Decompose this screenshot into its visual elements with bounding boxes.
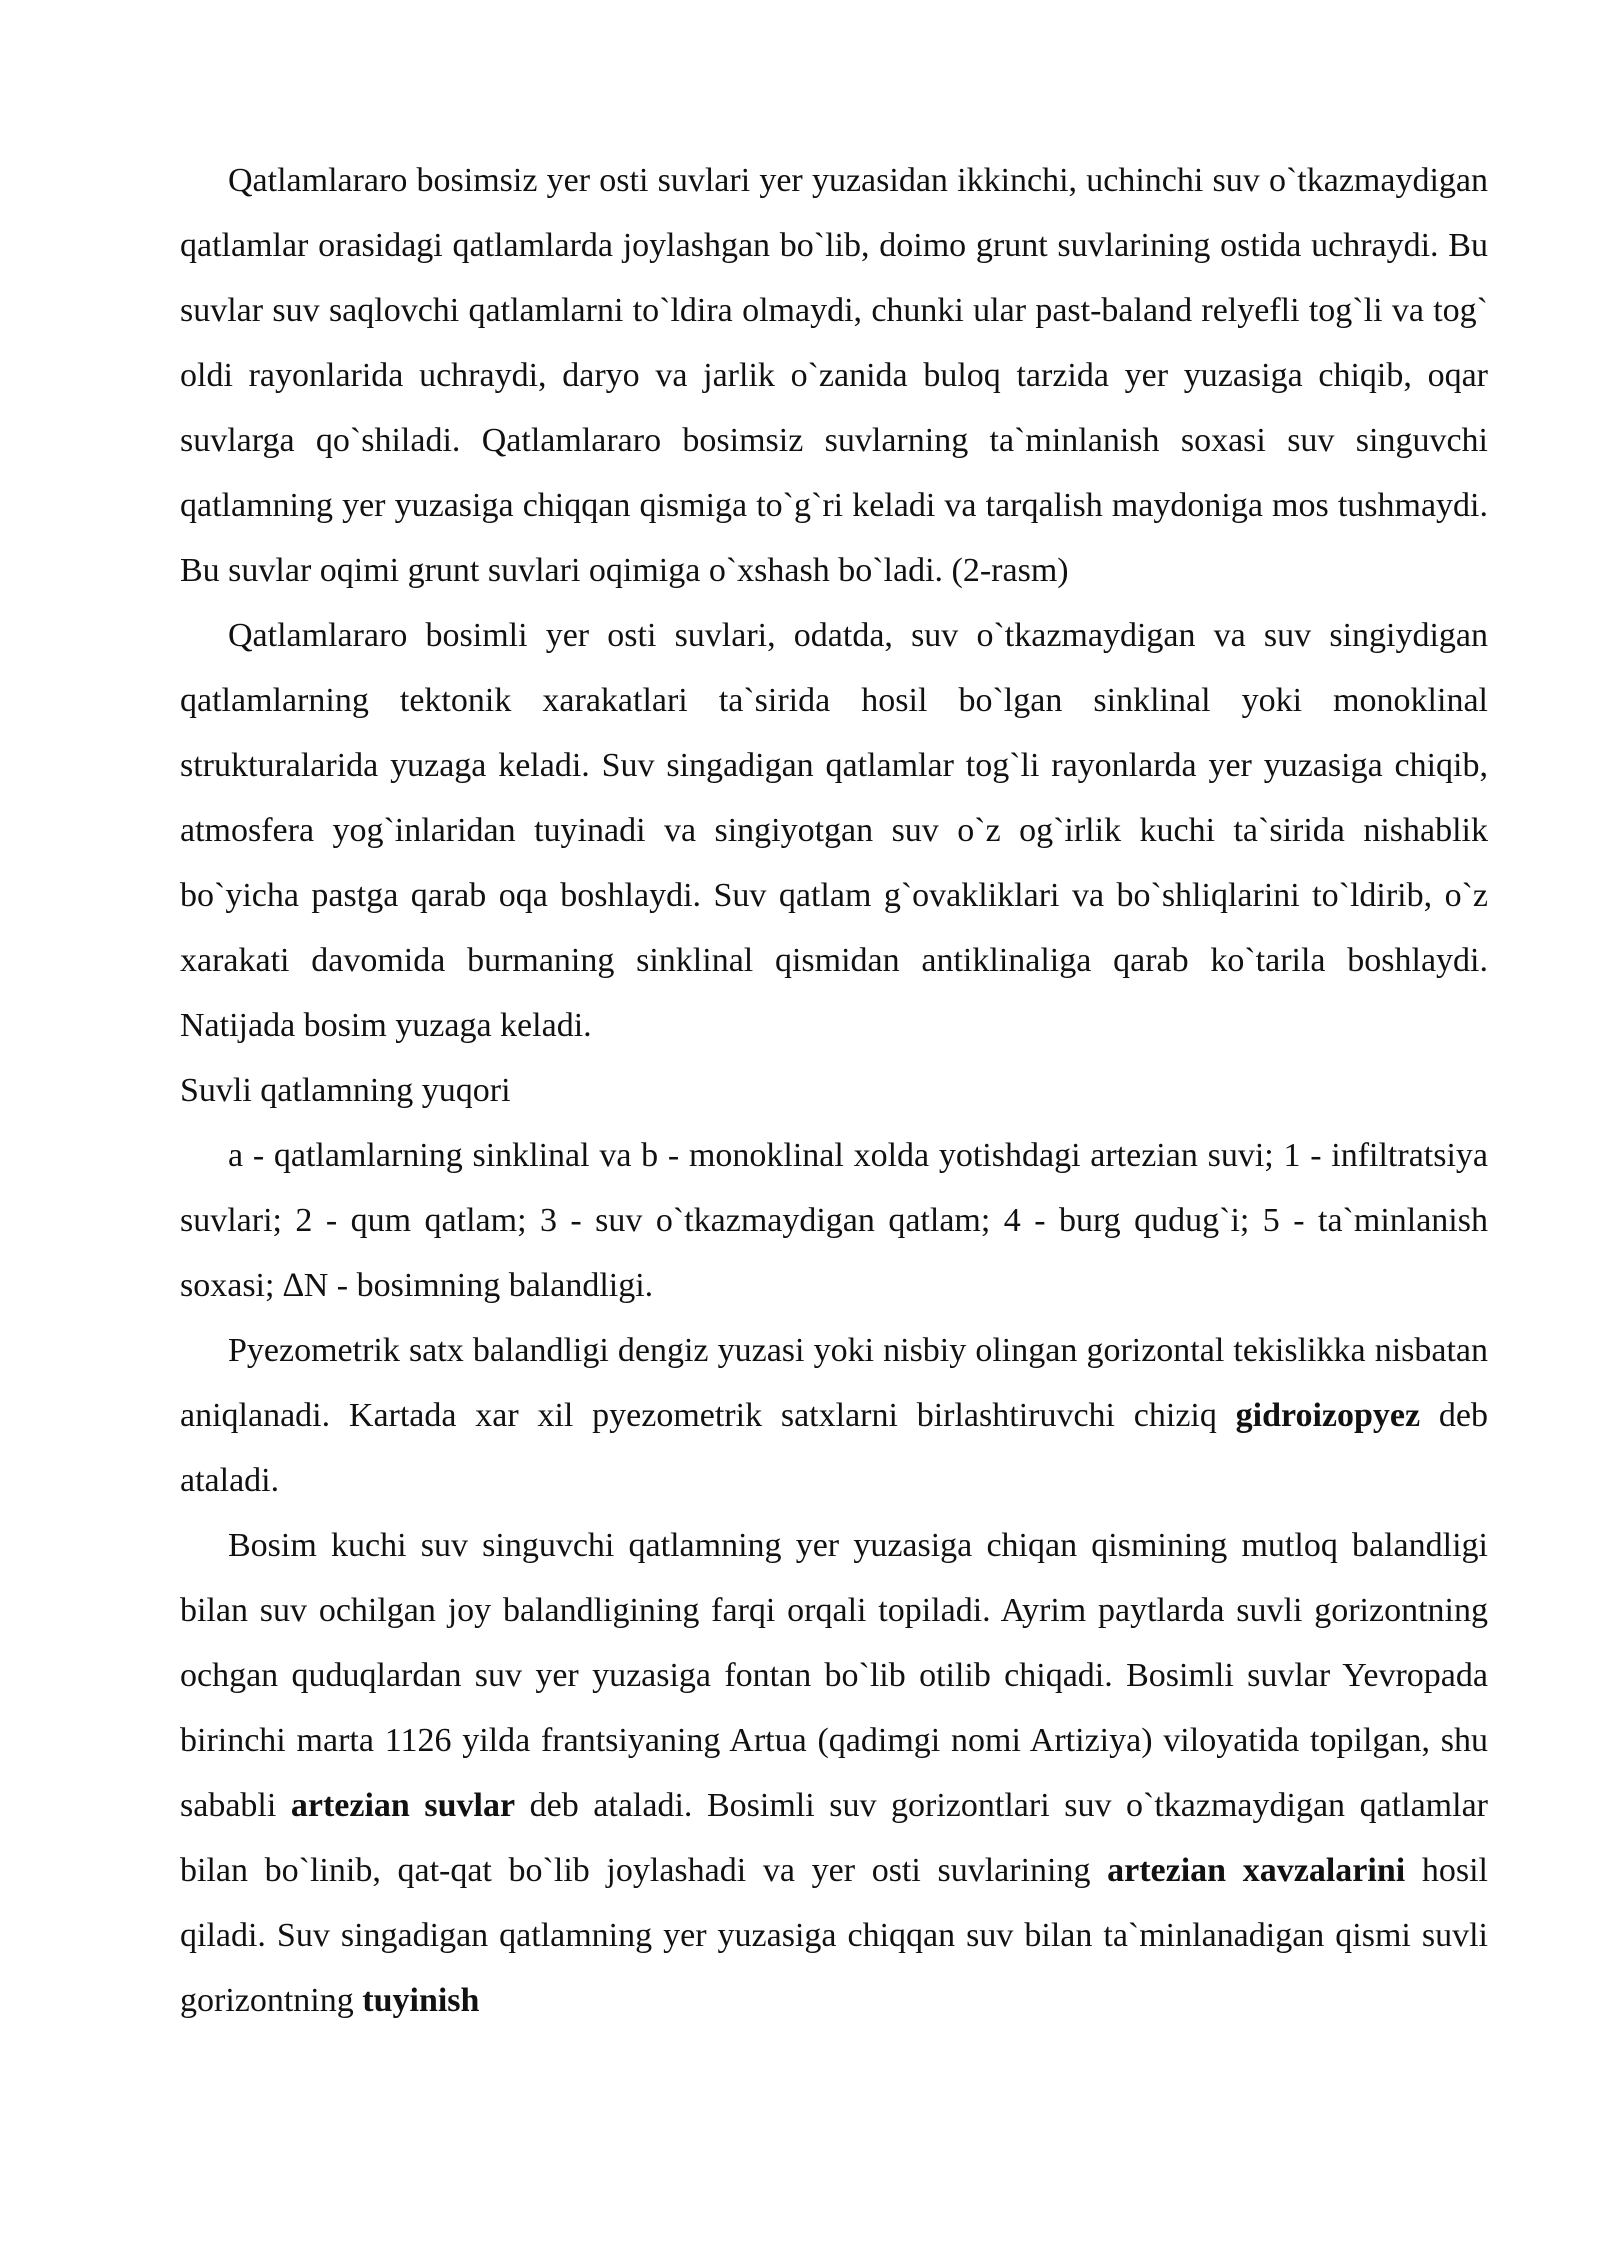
bold-term-gidroizopyez: gidroizopyez bbox=[1235, 1397, 1421, 1434]
paragraph-fragment: Suvli qatlamning yuqori bbox=[180, 1072, 511, 1109]
bold-term-artezian-xavzalarini: artezian xavzalarini bbox=[1107, 1852, 1406, 1889]
document-body bbox=[180, 148, 1488, 2033]
text-run: deb ataladi. bbox=[180, 1397, 1488, 1499]
bold-term-tuyinish: tuyinish bbox=[362, 1982, 480, 2019]
paragraph-bosimsiz-suvlar: Qatlamlararo bosimsiz yer osti suvlari yer yuzasidan ikkinchi, uchinchi suv o`tkazmaydigan qatlamlar orasidagi qatlamlarda joylashgan bo`lib, doimo grunt suvlarining ostida uchraydi. Bu suvlar suv saqlovchi qatlamlarni to`ldira olmaydi, chunki ular past-baland relyefli tog`li va tog` oldi rayonlarida uchraydi, daryo va jarlik o`zanida buloq tarzida yer yuzasiga chiqib, oqar suvlarga qo`shiladi. Qatlamlararo bosimsiz suvlarning ta`minlanish soxasi suv singuvchi qatlamning yer yuzasiga chiqqan qismiga to`g`ri keladi va tarqalish maydoniga mos tushmaydi. Bu suvlar oqimi grunt suvlari oqimiga o`xshash bo`ladi. (2-rasm) bbox=[180, 162, 1488, 589]
paragraph-bosimli-suvlar: Qatlamlararo bosimli yer osti suvlari, odatda, suv o`tkazmaydigan va suv singiydigan qatlamlarning tektonik xarakatlari ta`sirida hosil bo`lgan sinklinal yoki monoklinal strukturalarida yuzaga keladi. Suv singadigan qatlamlar tog`li rayonlarda yer yuzasiga chiqib, atmosfera yog`inlaridan tuyinadi va singiyotgan suv o`z og`irlik kuchi ta`sirida nishablik bo`yicha pastga qarab oqa boshlaydi. Suv qatlam g`ovakliklari va bo`shliqlarini to`ldirib, o`z xarakati davomida burmaning sinklinal qismidan antiklinaliga qarab ko`tarila boshlaydi. Natijada bosim yuzaga keladi. bbox=[180, 617, 1488, 1044]
text-run: Bosim kuchi suv singuvchi qatlamning yer yuzasiga chiqan qismining mutloq balandligi bilan suv ochilgan joy balandligining farqi orqali topiladi. Ayrim paytlarda suvli gorizontning ochgan quduqlardan suv yer yuzasiga fontan bo`lib otilib chiqadi. Bosimli suvlar Yevropada birinchi marta 1126 yilda frantsiyaning Artua (qadimgi nomi Artiziya) viloyatida topilgan, shu sababli bbox=[180, 1527, 1488, 1824]
text-run: hosil qiladi. Suv singadigan qatlamning yer yuzasiga chiqqan suv bilan ta`minlanadigan qismi suvli gorizontning bbox=[180, 1852, 1488, 2019]
paragraph-bosim-kuchi bbox=[180, 1513, 1488, 2033]
paragraph-pyezometrik-satx bbox=[180, 1318, 1488, 1513]
bold-term-artezian-suvlar: artezian suvlar bbox=[290, 1787, 516, 1824]
text-run: deb ataladi. Bosimli suv gorizontlari suv o`tkazmaydigan qatlamlar bilan bo`linib, qat-qat bo`lib joylashadi va yer osti suvlarining bbox=[180, 1787, 1488, 1889]
figure-legend-paragraph: a - qatlamlarning sinklinal va b - monoklinal xolda yotishdagi artezian suvi; 1 - infiltratsiya suvlari; 2 - qum qatlam; 3 - suv o`tkazmaydigan qatlam; 4 - burg qudug`i; 5 - ta`minlanish soxasi; ∆N - bosimning balandligi. bbox=[180, 1137, 1488, 1304]
text-run: Pyezometrik satx balandligi dengiz yuzasi yoki nisbiy olingan gorizontal tekislikka nisbatan aniqlanadi. Kartada xar xil pyezometrik satxlarni birlashtiruvchi chiziq bbox=[180, 1332, 1488, 1434]
